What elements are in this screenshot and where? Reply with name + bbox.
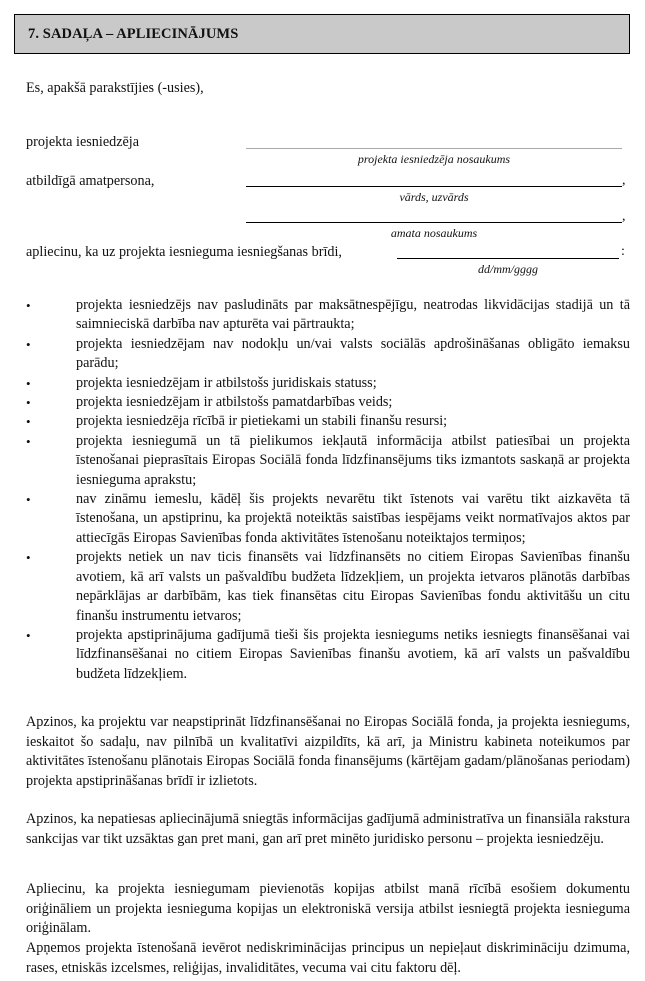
list-item: • projekta iesniedzējam ir atbilstošs juridiskais statuss; bbox=[26, 374, 630, 393]
date-field[interactable] bbox=[397, 258, 619, 259]
list-item: • projekta apstiprinājuma gadījumā tieši šis projekta iesniegums netiks iesniegts finansēšanai vai līdzfinansēšanai no citiem Eiropas Savienības finanšu avotiem, kā arī valsts un pašvaldību budžeta līdzekļiem. bbox=[26, 626, 630, 682]
paragraph-copies: Apliecinu, ka projekta iesniegumam pievienotās kopijas atbilst manā rīcībā esošiem dokumentu oriģināliem un projekta iesnieguma kopijas un elektroniskā versija atbilst iesniegtā projekta iesnieguma oriģinālam. bbox=[26, 881, 630, 936]
bullet-icon: • bbox=[26, 298, 31, 313]
official-label: atbildīgā amatpersona, bbox=[26, 173, 155, 189]
bullet-icon: • bbox=[26, 375, 31, 391]
paragraph-sanctions: Apzinos, ka nepatiesas apliecinājumā sniegtās informācijas gadījumā administratīva un finansiāla rakstura sankcijas var tikt uzsāktas gan pret mani, gan arī pret minēto juridisko personu – projekta iesniedzēju. bbox=[26, 811, 630, 847]
paragraph-funding: Apzinos, ka projektu var neapstiprināt līdzfinansēšanai no Eiropas Sociālā fonda, ja projekta iesniegums, ieskaitot šo sadaļu, nav pilnībā un kvalitatīvi aizpildīts, kā arī, ja Ministru kabineta noteikumos par aktivitātes īstenošanu plānotais Eiropas Sociālā fonda finansējums (kārtējam gadam/plānošanas periodam) projekta apstiprināšanas brīdī ir izlietots. bbox=[26, 714, 630, 789]
list-item: • nav zināmu iemeslu, kādēļ šis projekts nevarētu tikt īstenots vai varētu tikt aizkavēta tā īstenošana, un apstiprinu, ka projektā noteiktās saistības iespējams veikt normatīvajos aktos par attiecīgās Eiropas Savienības fonda aktivitātes īstenošanu noteiktajos termiņos; bbox=[26, 491, 630, 546]
section-title: 7. SADAĻA – APLIECINĀJUMS bbox=[28, 26, 239, 42]
date-caption: dd/mm/gggg bbox=[478, 262, 538, 276]
certify-label: apliecinu, ka uz projekta iesnieguma iesniegšanas brīdi, bbox=[26, 244, 342, 260]
colon-mark: : bbox=[621, 244, 625, 259]
comma-mark: , bbox=[622, 209, 626, 224]
applicant-caption: projekta iesniedzēja nosaukums bbox=[357, 152, 511, 166]
declaration-list bbox=[26, 296, 630, 684]
comma-mark: , bbox=[622, 173, 626, 188]
bullet-icon: • bbox=[26, 414, 31, 430]
bullet-icon: • bbox=[26, 395, 31, 411]
list-item: • projekts netiek un nav ticis finansēts vai līdzfinansēts no citiem Eiropas Savienības finanšu avotiem, kā arī valsts un pašvaldību budžeta līdzekļiem, un projekta ietvaros plānotās darbības nepārklājas ar darbībām, kas tiek finansētas citu Eiropas Savienības fondu aktivitāšu un citu finanšu instrumentu ietvaros; bbox=[26, 549, 630, 624]
list-item: • projekta iesniedzēja rīcībā ir pietiekami un stabili finanšu resursi; bbox=[26, 412, 630, 431]
name-caption: vārds, uzvārds bbox=[399, 190, 469, 204]
bullet-icon: • bbox=[26, 627, 31, 643]
position-caption: amata nosaukums bbox=[390, 226, 478, 240]
list-item: • projekta iesniegumā un tā pielikumos iekļautā informācija atbilst patiesībai un projekta īstenošanai pieprasītais Eiropas Sociālā fonda līdzfinansējums tiks izmantots saskaņā ar projekta iesnieguma aprakstu; bbox=[26, 432, 630, 488]
bullet-icon: • bbox=[26, 433, 31, 449]
intro-text: Es, apakšā parakstījies (-usies), bbox=[26, 80, 204, 96]
applicant-label: projekta iesniedzēja bbox=[26, 134, 140, 150]
bullet-icon: • bbox=[26, 336, 31, 352]
paragraph-nondiscrimination: Apņemos projekta īstenošanā ievērot nediskriminācijas principus un nepieļaut diskrimināciju dzimuma, rases, etniskās izcelsmes, reliģijas, invaliditātes, vecuma vai citu faktoru dēļ. bbox=[26, 940, 630, 976]
section-header bbox=[14, 14, 630, 54]
name-field[interactable] bbox=[246, 186, 622, 187]
list-item: • projekta iesniedzējs nav pasludināts par maksātnespējīgu, neatrodas likvidācijas stadijā un tā saimnieciskā darbība nav apturēta vai pārtraukta; bbox=[26, 297, 630, 333]
position-field[interactable] bbox=[246, 222, 622, 223]
applicant-name-field[interactable] bbox=[246, 148, 622, 149]
bullet-icon: • bbox=[26, 550, 31, 566]
list-item: • projekta iesniedzējam ir atbilstošs pamatdarbības veids; bbox=[26, 393, 630, 412]
list-item: • projekta iesniedzējam nav nodokļu un/vai valsts sociālās apdrošināšanas obligāto iemaksu parādu; bbox=[26, 335, 630, 372]
bullet-icon: • bbox=[26, 492, 31, 508]
